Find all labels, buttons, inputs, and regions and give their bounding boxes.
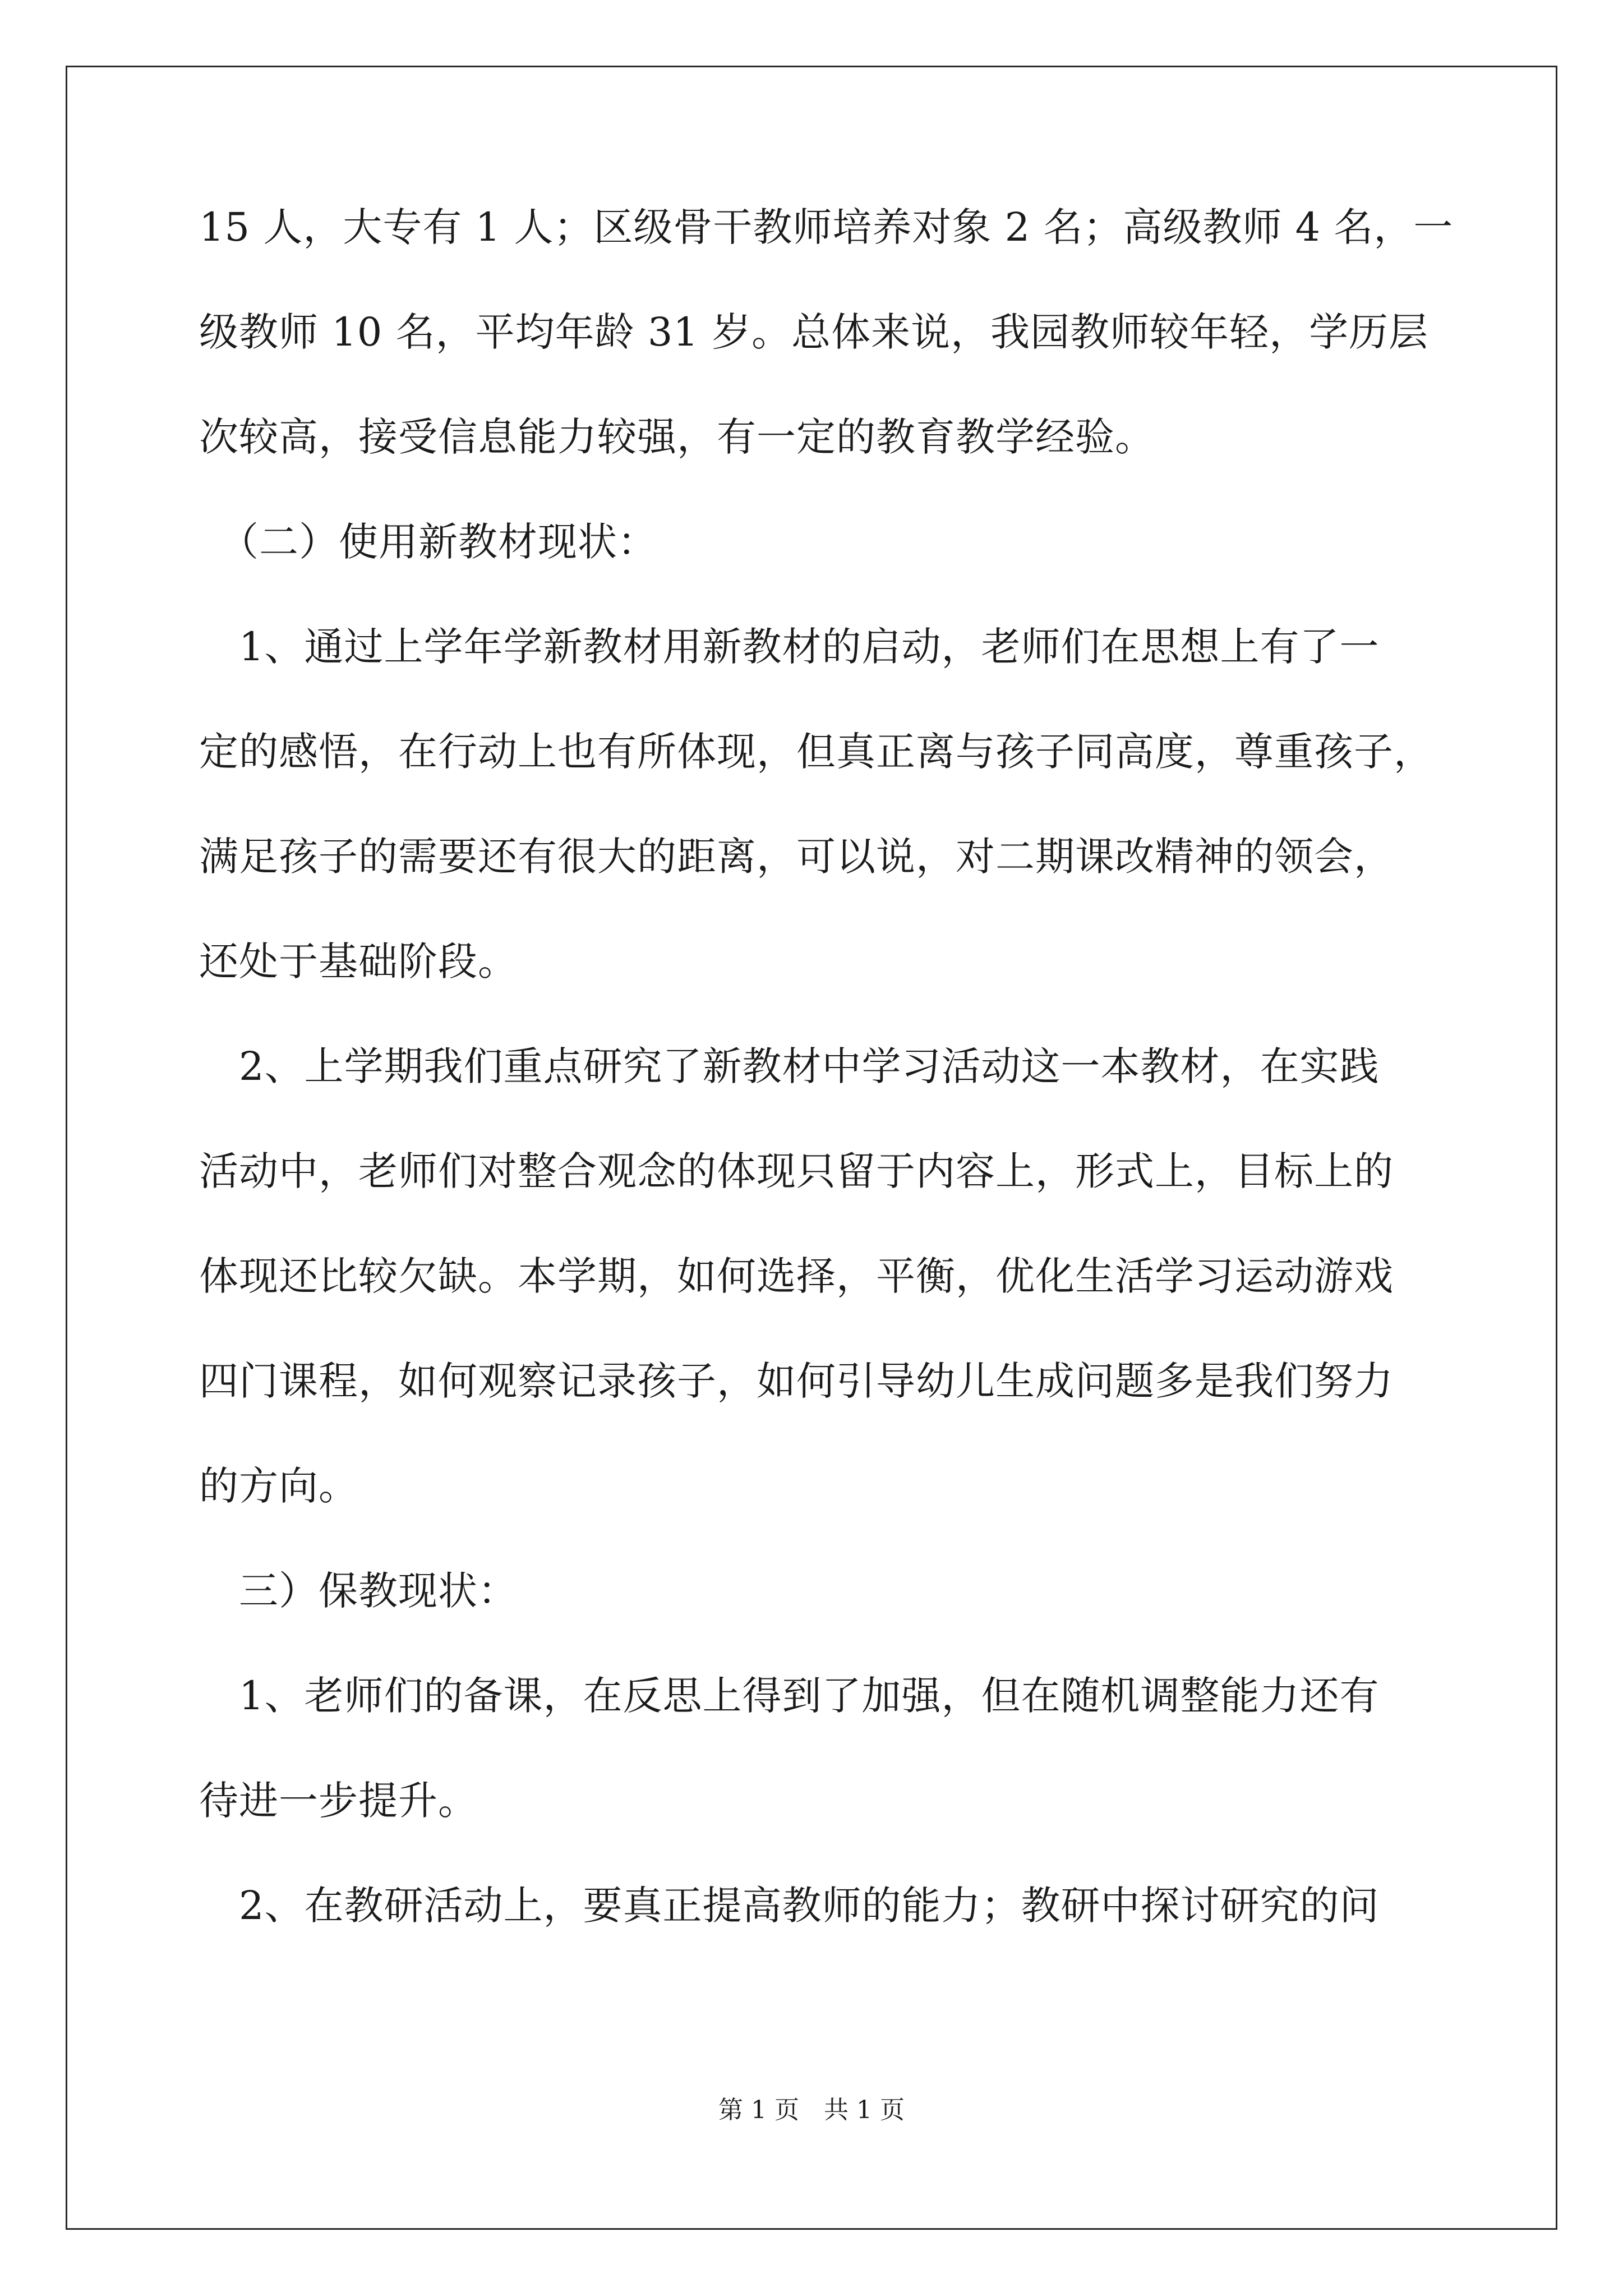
- section-heading: （二）使用新教材现状：: [199, 519, 657, 565]
- text-line: 的方向。: [199, 1463, 358, 1509]
- text-line: 活动中，老师们对整合观念的体现只留于内容上，形式上，目标上的: [199, 1148, 1394, 1194]
- section-heading: 三）保教现状：: [199, 1568, 518, 1614]
- text-line: 四门课程，如何观察记录孩子，如何引导幼儿生成问题多是我们努力: [199, 1358, 1394, 1404]
- text-line: 待进一步提升。: [199, 1778, 478, 1824]
- document-body: [199, 204, 1455, 1929]
- text-line: 满足孩子的需要还有很大的距离，可以说，对二期课改精神的领会，: [199, 834, 1394, 880]
- text-line: 2、上学期我们重点研究了新教材中学习活动这一本教材，在实践: [199, 1043, 1380, 1089]
- text-line: 1、老师们的备课，在反思上得到了加强，但在随机调整能力还有: [199, 1673, 1380, 1719]
- text-line: 体现还比较欠缺。本学期，如何选择，平衡，优化生活学习运动游戏: [199, 1253, 1394, 1299]
- text-line: 还处于基础阶段。: [199, 938, 518, 984]
- text-line: 1、通过上学年学新教材用新教材的启动，老师们在思想上有了一: [199, 624, 1380, 670]
- text-line: 定的感悟，在行动上也有所体现，但真正离与孩子同高度，尊重孩子，: [199, 729, 1433, 775]
- text-line: 2、在教研活动上，要真正提高教师的能力；教研中探讨研究的问: [199, 1883, 1380, 1929]
- page-number: 第 1 页 共 1 页: [718, 2096, 905, 2124]
- text-line: 次较高，接受信息能力较强，有一定的教育教学经验。: [199, 414, 1155, 460]
- text-line: 15 人，大专有 1 人；区级骨干教师培养对象 2 名；高级教师 4 名，一: [199, 204, 1454, 250]
- text-line: 级教师 10 名，平均年龄 31 岁。总体来说，我园教师较年轻，学历层: [199, 309, 1429, 355]
